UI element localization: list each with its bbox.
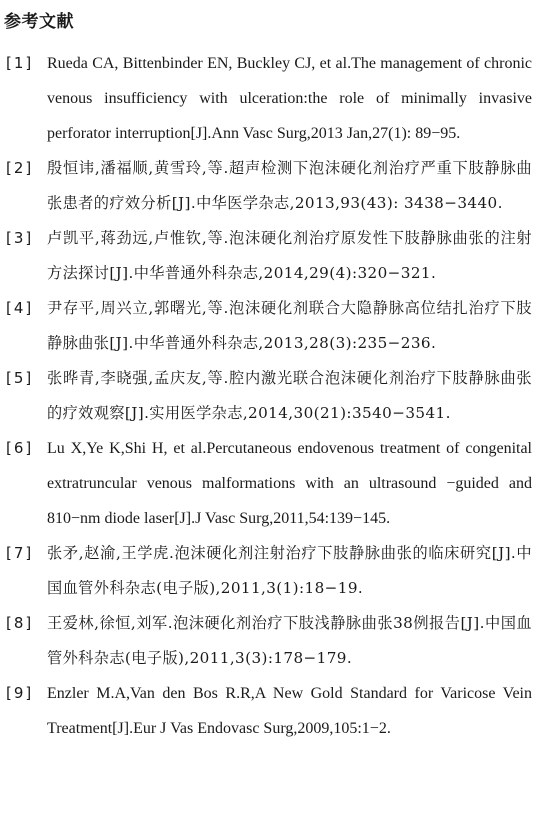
reference-number: [7] — [6, 544, 34, 562]
reference-item — [0, 221, 540, 291]
reference-item — [0, 431, 540, 536]
reference-text: Rueda CA, Bittenbinder EN, Buckley CJ, et al.The management of chronic venous insufficiency with ulceration:the role of minimally invasive perforator interruption[J].Ann Vasc Surg,2013 Jan,27(1): 89−95. — [47, 55, 532, 142]
reference-item — [0, 291, 540, 361]
reference-list — [0, 46, 540, 746]
reference-item — [0, 151, 540, 221]
reference-number: [5] — [6, 369, 34, 387]
reference-text: Lu X,Ye K,Shi H, et al.Percutaneous endovenous treatment of congenital extratruncular venous malformations with an ultrasound −guided and 810−nm diode laser[J].J Vasc Surg,2011,54:139−145. — [47, 440, 532, 527]
reference-number: [6] — [6, 439, 34, 457]
reference-text: 王爱林,徐恒,刘军.泡沫硬化剂治疗下肢浅静脉曲张38例报告[J].中国血管外科杂志(电子版),2011,3(3):178−179. — [47, 614, 532, 667]
reference-item — [0, 676, 540, 746]
reference-number: [4] — [6, 299, 34, 317]
reference-item — [0, 361, 540, 431]
reference-text: 尹存平,周兴立,郭曙光,等.泡沫硬化剂联合大隐静脉高位结扎治疗下肢静脉曲张[J].中华普通外科杂志,2013,28(3):235−236. — [47, 299, 532, 352]
reference-number: [8] — [6, 614, 34, 632]
reference-item — [0, 536, 540, 606]
reference-text: 张晔青,李晓强,孟庆友,等.腔内激光联合泡沫硬化剂治疗下肢静脉曲张的疗效观察[J].实用医学杂志,2014,30(21):3540−3541. — [47, 369, 532, 422]
references-heading: 参考文献 — [4, 12, 74, 32]
reference-number: [3] — [6, 229, 34, 247]
reference-number: [1] — [6, 54, 34, 72]
reference-number: [2] — [6, 159, 34, 177]
reference-text: 张矛,赵渝,王学虎.泡沫硬化剂注射治疗下肢静脉曲张的临床研究[J].中国血管外科杂志(电子版),2011,3(1):18−19. — [47, 544, 532, 597]
reference-item — [0, 46, 540, 151]
reference-text: 卢凯平,蒋劲远,卢惟钦,等.泡沫硬化剂治疗原发性下肢静脉曲张的注射方法探讨[J].中华普通外科杂志,2014,29(4):320−321. — [47, 229, 532, 282]
reference-item — [0, 606, 540, 676]
reference-text: 殷恒讳,潘福顺,黄雪玲,等.超声检测下泡沫硬化剂治疗严重下肢静脉曲张患者的疗效分析[J].中华医学杂志,2013,93(43): 3438−3440. — [47, 159, 532, 212]
reference-text: Enzler M.A,Van den Bos R.R,A New Gold Standard for Varicose Vein Treatment[J].Eur J Vas Endovasc Surg,2009,105:1−2. — [47, 685, 532, 737]
reference-number: [9] — [6, 684, 34, 702]
